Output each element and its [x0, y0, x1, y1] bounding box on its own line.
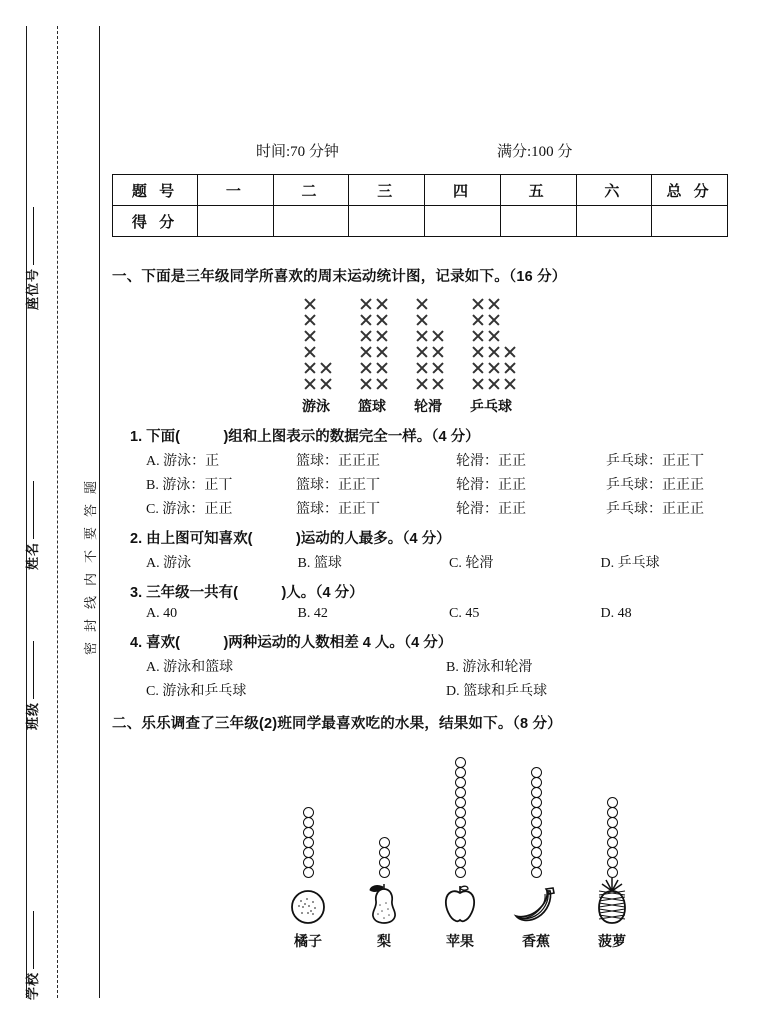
apple-icon	[439, 879, 481, 925]
x-mark-icon	[374, 344, 390, 360]
score-cell-total[interactable]	[652, 206, 728, 237]
score-cell-2[interactable]	[273, 206, 349, 237]
score-cell-4[interactable]	[425, 206, 501, 237]
x-mark-icon	[302, 376, 318, 392]
x-mark-icon	[502, 376, 518, 392]
x-mark-icon	[374, 360, 390, 376]
fruit-column-5	[584, 797, 640, 951]
x-mark-icon	[414, 312, 430, 328]
fruit-dot-stack	[379, 837, 390, 877]
score-table-col-5: 五	[500, 175, 576, 206]
score-table-rowhead-question: 题 号	[113, 175, 198, 206]
sports-symbol-row	[470, 360, 518, 376]
x-mark-icon	[470, 344, 486, 360]
option-1b-2[interactable]: 篮球：正正丅	[296, 478, 380, 493]
margin-field-name	[22, 481, 41, 570]
pineapple-icon	[591, 879, 633, 925]
option-3a[interactable]: A. 40	[146, 606, 178, 621]
x-mark-icon	[374, 328, 390, 344]
question-1-options-b	[146, 474, 752, 494]
x-mark-icon	[486, 328, 502, 344]
banana-icon	[512, 879, 560, 925]
table-row-question-numbers	[113, 175, 728, 206]
section-one-title: 一、下面是三年级同学所喜欢的周末运动统计图，记录如下。（16 分）	[112, 269, 567, 285]
x-mark-icon	[302, 296, 318, 312]
x-mark-icon	[470, 328, 486, 344]
question-4-stem	[130, 631, 752, 652]
question-1	[112, 425, 752, 518]
x-mark-icon	[302, 312, 318, 328]
x-mark-icon	[358, 312, 374, 328]
sports-symbol-row	[414, 312, 446, 328]
fruit-dot-stack	[455, 757, 466, 877]
section-two-title: 二、乐乐调查了三年级(2)班同学最喜欢吃的水果，结果如下。（8 分）	[112, 716, 562, 732]
x-mark-icon	[414, 296, 430, 312]
x-mark-icon	[302, 360, 318, 376]
x-mark-icon	[374, 376, 390, 392]
x-mark-icon	[502, 344, 518, 360]
x-mark-icon	[358, 360, 374, 376]
margin-field-seat-label: 座位号	[25, 267, 40, 310]
margin-field-seat-rule	[33, 207, 34, 265]
sports-category-label: 篮球	[358, 398, 386, 414]
sports-symbol-stack	[414, 296, 446, 392]
seal-line-notice: 密封线内不要答题	[83, 470, 98, 655]
option-1c-3[interactable]: 轮滑：正正	[456, 502, 526, 517]
sports-symbol-row	[414, 344, 446, 360]
x-mark-icon	[414, 344, 430, 360]
option-2d[interactable]: D. 乒乓球	[600, 556, 660, 571]
margin-field-school-label: 学校	[25, 971, 40, 1000]
sports-symbol-row	[414, 360, 446, 376]
x-mark-icon	[470, 296, 486, 312]
sports-symbol-row	[414, 328, 446, 344]
x-mark-icon	[302, 328, 318, 344]
x-mark-icon	[414, 328, 430, 344]
score-table-rowhead-score: 得 分	[113, 206, 198, 237]
question-2-options	[146, 552, 752, 572]
fruit-column-2	[356, 837, 412, 951]
sports-symbol-row	[302, 360, 334, 376]
sports-symbol-stack	[358, 296, 390, 392]
sports-symbol-row	[358, 328, 390, 344]
x-mark-icon	[470, 312, 486, 328]
question-3-stem	[130, 581, 752, 602]
x-mark-icon	[486, 312, 502, 328]
x-mark-icon	[302, 344, 318, 360]
sports-category-label: 乒乓球	[470, 398, 512, 414]
fruit-dot-stack	[531, 767, 542, 877]
sports-symbol-row	[470, 328, 518, 344]
question-1-stem	[130, 425, 752, 446]
margin-field-class-label: 班级	[25, 701, 40, 730]
x-mark-icon	[374, 296, 390, 312]
margin-field-school	[22, 911, 41, 1000]
question-4-text: 喜欢( )两种运动的人数相差 4 人。（4 分）	[146, 635, 453, 651]
margin-solid-line-right	[99, 26, 100, 998]
question-4-options-row-2	[146, 680, 752, 700]
sports-symbol-row	[302, 344, 334, 360]
question-2	[112, 527, 752, 572]
exam-content	[112, 0, 752, 951]
option-3c[interactable]: C. 45	[449, 606, 480, 621]
x-mark-icon	[470, 360, 486, 376]
score-table-col-3: 三	[349, 175, 425, 206]
option-1c-2[interactable]: 篮球：正正丅	[296, 502, 380, 517]
x-mark-icon	[374, 312, 390, 328]
x-mark-icon	[486, 344, 502, 360]
margin-field-school-rule	[33, 911, 34, 969]
score-table-col-total: 总 分	[652, 175, 728, 206]
option-4d[interactable]: D. 篮球和乒乓球	[446, 684, 548, 699]
question-3-options	[146, 606, 752, 622]
sports-category-label: 轮滑	[414, 398, 442, 414]
sports-symbol-row	[470, 344, 518, 360]
margin-field-class-rule	[33, 641, 34, 699]
x-mark-icon	[470, 376, 486, 392]
option-1a-1[interactable]: A. 游泳：正	[146, 454, 220, 469]
question-1-number: 1.	[130, 429, 143, 445]
margin-field-seat	[22, 207, 41, 310]
option-2b[interactable]: B. 篮球	[297, 556, 342, 571]
score-cell-6[interactable]	[576, 206, 652, 237]
option-2a[interactable]: A. 游泳	[146, 556, 192, 571]
x-mark-icon	[358, 328, 374, 344]
question-3	[112, 581, 752, 622]
sports-symbol-row	[302, 376, 334, 392]
x-mark-icon	[358, 344, 374, 360]
option-2c[interactable]: C. 轮滑	[449, 556, 494, 571]
question-3-text: 三年级一共有( )人。（4 分）	[146, 585, 364, 601]
option-1a-4[interactable]: 乒乓球：正正丅	[606, 454, 704, 469]
question-1-options-a	[146, 450, 752, 470]
option-4c[interactable]: C. 游泳和乒乓球	[146, 684, 247, 699]
sports-pictograph-chart	[302, 296, 752, 416]
binding-margin	[0, 0, 100, 1024]
x-mark-icon	[430, 360, 446, 376]
option-1b-3[interactable]: 轮滑：正正	[456, 478, 526, 493]
sports-symbol-row	[302, 296, 334, 312]
fruit-category-label: 苹果	[446, 933, 474, 949]
sports-column-4	[470, 296, 518, 416]
x-mark-icon	[318, 376, 334, 392]
x-mark-icon	[414, 376, 430, 392]
option-1b-1[interactable]: B. 游泳：正丅	[146, 478, 233, 493]
option-1c-1[interactable]: C. 游泳：正正	[146, 502, 233, 517]
x-mark-icon	[358, 296, 374, 312]
exam-time: 时间:70 分钟	[256, 144, 339, 160]
circle-symbol-icon	[531, 867, 542, 878]
question-1-options-c	[146, 498, 752, 518]
exam-total-score: 满分:100 分	[497, 144, 573, 160]
question-2-number: 2.	[130, 531, 143, 547]
sports-symbol-stack	[302, 296, 334, 392]
sports-category-label: 游泳	[302, 398, 330, 414]
score-cell-5[interactable]	[500, 206, 576, 237]
sports-symbol-row	[414, 376, 446, 392]
score-table-col-1: 一	[198, 175, 274, 206]
x-mark-icon	[486, 296, 502, 312]
sports-symbol-row	[302, 312, 334, 328]
sports-symbol-row	[358, 296, 390, 312]
circle-symbol-icon	[303, 867, 314, 878]
option-4b[interactable]: B. 游泳和轮滑	[446, 660, 533, 675]
question-2-text: 由上图可知喜欢( )运动的人最多。（4 分）	[146, 531, 451, 547]
sports-symbol-row	[358, 344, 390, 360]
question-4	[112, 631, 752, 700]
orange-icon	[287, 879, 329, 925]
x-mark-icon	[486, 376, 502, 392]
x-mark-icon	[430, 344, 446, 360]
x-mark-icon	[318, 360, 334, 376]
x-mark-icon	[414, 360, 430, 376]
question-4-options-row-1	[146, 656, 752, 676]
fruit-column-1	[280, 807, 336, 951]
table-row-scores	[113, 206, 728, 237]
question-3-number: 3.	[130, 585, 143, 601]
sports-symbol-row	[358, 360, 390, 376]
x-mark-icon	[486, 360, 502, 376]
x-mark-icon	[430, 328, 446, 344]
circle-symbol-icon	[455, 867, 466, 878]
sports-symbol-row	[470, 376, 518, 392]
score-table-col-4: 四	[425, 175, 501, 206]
option-3b[interactable]: B. 42	[297, 606, 328, 621]
margin-field-name-label: 姓名	[25, 541, 40, 570]
x-mark-icon	[502, 360, 518, 376]
question-2-stem	[130, 527, 752, 548]
sports-column-3	[414, 296, 446, 416]
x-mark-icon	[430, 376, 446, 392]
question-4-number: 4.	[130, 635, 143, 651]
score-cell-1[interactable]	[198, 206, 274, 237]
sports-symbol-row	[470, 296, 518, 312]
margin-dashed-line	[57, 26, 58, 998]
fruit-category-label: 香蕉	[522, 933, 550, 949]
sports-symbol-stack	[470, 296, 518, 392]
option-1c-4[interactable]: 乒乓球：正正正	[606, 502, 704, 517]
question-1-text: 下面( )组和上图表示的数据完全一样。（4 分）	[146, 429, 480, 445]
option-1a-2[interactable]: 篮球：正正正	[296, 454, 380, 469]
x-mark-icon	[358, 376, 374, 392]
score-table-col-6: 六	[576, 175, 652, 206]
sports-symbol-row	[358, 312, 390, 328]
fruit-category-label: 菠萝	[598, 933, 626, 949]
score-cell-3[interactable]	[349, 206, 425, 237]
sports-symbol-row	[358, 376, 390, 392]
option-3d[interactable]: D. 48	[600, 606, 632, 621]
sports-column-2	[358, 296, 390, 416]
fruit-column-3	[432, 757, 488, 951]
sports-symbol-row	[302, 328, 334, 344]
fruit-category-label: 橘子	[294, 933, 322, 949]
sports-column-1	[302, 296, 334, 416]
option-1b-4[interactable]: 乒乓球：正正正	[606, 478, 704, 493]
fruit-dot-stack	[303, 807, 314, 877]
pear-icon	[364, 879, 404, 925]
score-table	[112, 174, 728, 237]
fruit-dot-stack	[607, 797, 618, 877]
fruit-column-4	[508, 767, 564, 951]
fruit-category-label: 梨	[377, 933, 391, 949]
fruit-pictograph-chart	[280, 745, 752, 951]
sports-symbol-row	[470, 312, 518, 328]
sports-symbol-row	[414, 296, 446, 312]
option-4a[interactable]: A. 游泳和篮球	[146, 660, 234, 675]
margin-field-class	[22, 641, 41, 730]
margin-field-name-rule	[33, 481, 34, 539]
exam-meta	[112, 140, 752, 164]
option-1a-3[interactable]: 轮滑：正正	[456, 454, 526, 469]
score-table-col-2: 二	[273, 175, 349, 206]
